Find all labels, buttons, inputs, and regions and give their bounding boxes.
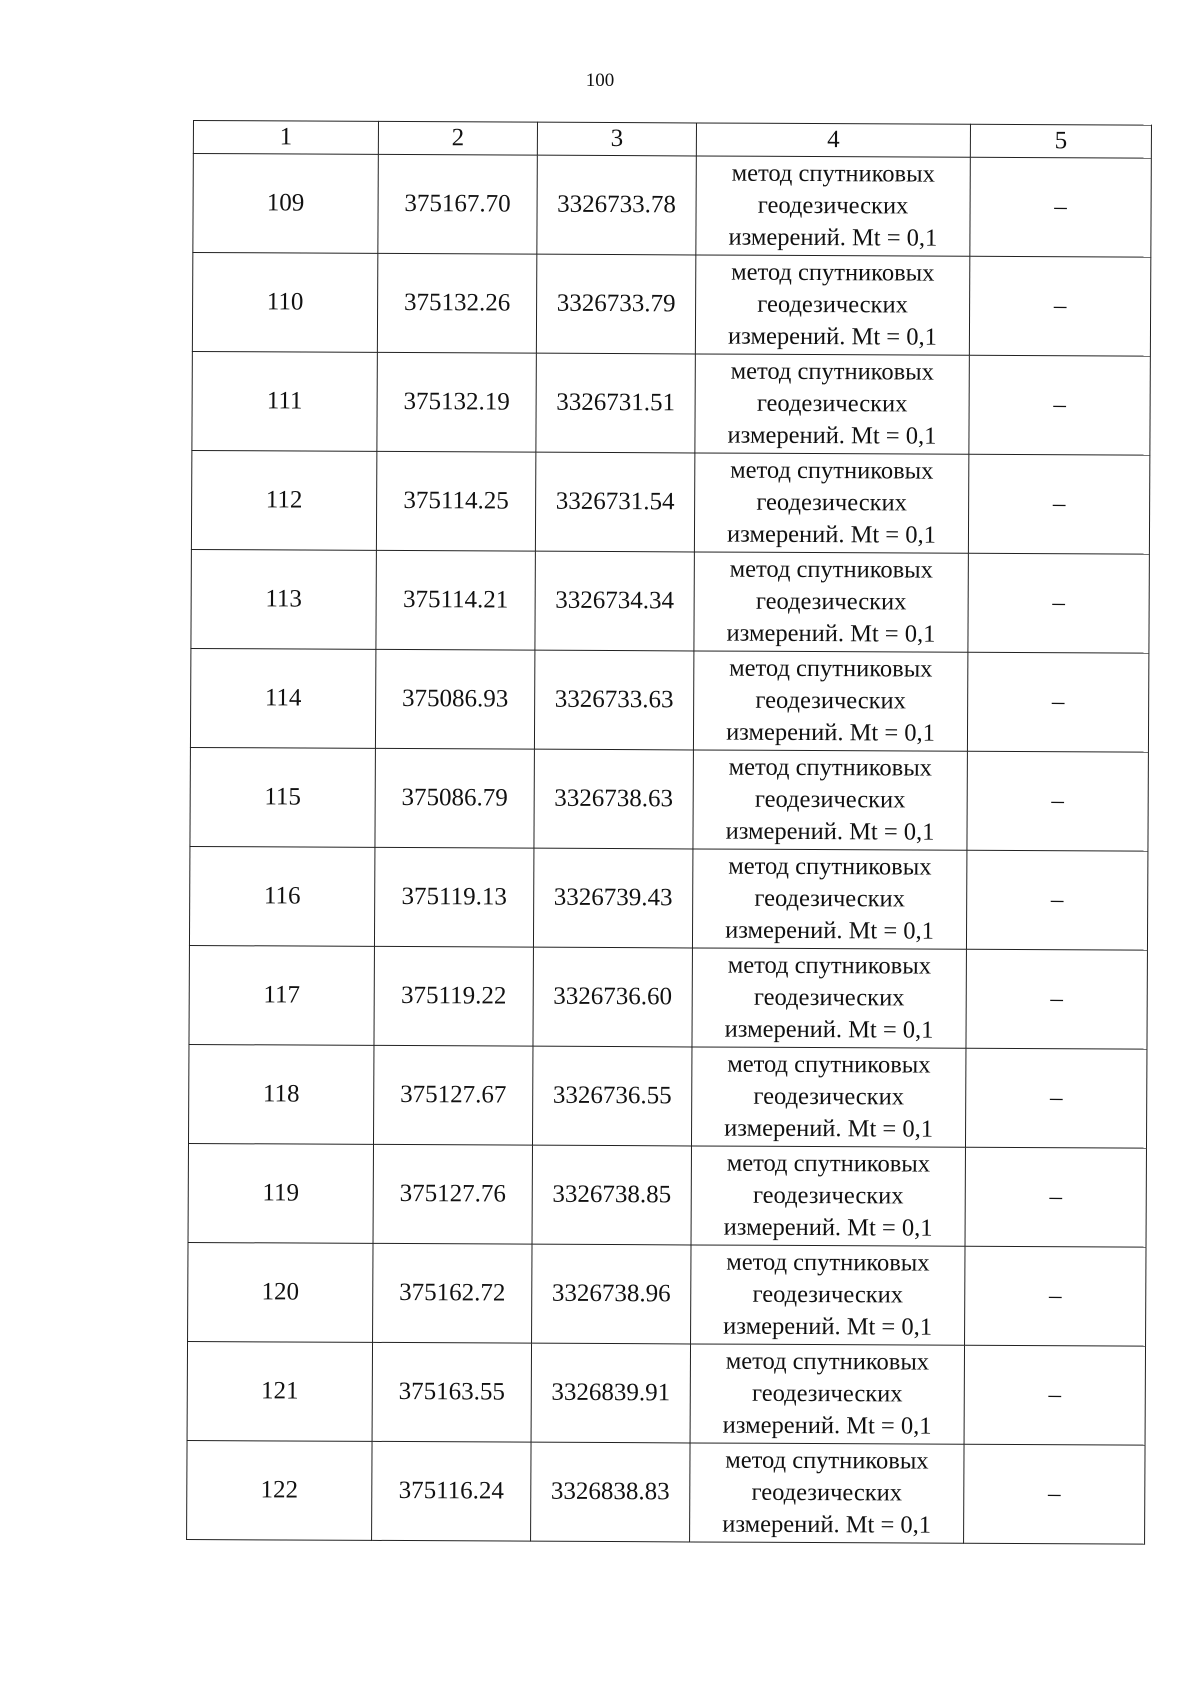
y-coordinate-cell: 3326733.79	[536, 254, 695, 354]
method-text-line: геодезических	[751, 1379, 903, 1408]
y-coordinate-cell: 3326738.63	[534, 749, 693, 849]
method-cell	[691, 1047, 965, 1147]
x-coordinate-cell: 375162.72	[373, 1243, 532, 1343]
method-text-line: метод спутниковых	[731, 258, 935, 287]
method-text-line: геодезических	[751, 1478, 903, 1507]
point-number-cell: 116	[189, 846, 374, 946]
x-coordinate-cell: 375119.22	[374, 946, 533, 1046]
note-cell: –	[965, 1246, 1146, 1346]
method-text-line: геодезических	[756, 389, 908, 418]
method-cell	[695, 255, 969, 355]
method-text-line: метод спутниковых	[725, 1446, 929, 1475]
point-number-cell: 119	[188, 1143, 373, 1243]
method-text-line: измерений. Mt = 0,1	[722, 1510, 932, 1539]
table-row	[188, 1044, 1146, 1148]
table-body	[187, 154, 1152, 1545]
column-header-3: 3	[537, 122, 696, 156]
method-text-line: геодезических	[755, 587, 907, 616]
header-row	[193, 121, 1151, 159]
method-text-line: геодезических	[757, 191, 909, 220]
note-cell: –	[969, 256, 1150, 356]
note-cell: –	[969, 355, 1150, 455]
y-coordinate-cell: 3326738.85	[532, 1145, 691, 1245]
note-cell: –	[964, 1345, 1145, 1445]
x-coordinate-cell: 375163.55	[372, 1342, 531, 1442]
method-cell	[694, 453, 968, 553]
note-cell: –	[968, 454, 1149, 554]
method-cell	[691, 1245, 965, 1345]
method-text-line: геодезических	[752, 1280, 904, 1309]
note-cell: –	[970, 157, 1151, 257]
table-header	[193, 121, 1151, 159]
note-cell: –	[966, 949, 1147, 1049]
point-number-cell: 118	[188, 1044, 373, 1144]
method-cell	[695, 354, 969, 454]
method-text-line: геодезических	[754, 884, 906, 913]
y-coordinate-cell: 3326733.78	[537, 155, 696, 255]
method-text-line: измерений. Mt = 0,1	[723, 1312, 933, 1341]
point-number-cell: 120	[188, 1242, 373, 1342]
y-coordinate-cell: 3326739.43	[533, 848, 692, 948]
note-cell: –	[968, 553, 1149, 653]
y-coordinate-cell: 3326736.60	[533, 947, 692, 1047]
y-coordinate-cell: 3326839.91	[531, 1343, 690, 1443]
x-coordinate-cell: 375127.76	[373, 1144, 532, 1244]
method-text-line: метод спутниковых	[729, 654, 933, 683]
table-row	[189, 846, 1147, 950]
method-text-line: метод спутниковых	[725, 1347, 930, 1376]
method-text-line: геодезических	[756, 488, 907, 517]
method-cell	[692, 948, 966, 1048]
method-text-line: метод спутниковых	[731, 159, 935, 188]
y-coordinate-cell: 3326736.55	[532, 1046, 691, 1146]
x-coordinate-cell: 375132.19	[377, 352, 536, 452]
y-coordinate-cell: 3326731.54	[535, 452, 694, 552]
x-coordinate-cell: 375127.67	[373, 1045, 532, 1145]
point-number-cell: 112	[191, 450, 376, 550]
method-cell	[691, 1146, 965, 1246]
method-text-line: измерений. Mt = 0,1	[726, 718, 935, 747]
note-cell: –	[967, 751, 1148, 851]
x-coordinate-cell: 375116.24	[372, 1441, 531, 1541]
x-coordinate-cell: 375114.21	[376, 550, 535, 650]
y-coordinate-cell: 3326838.83	[531, 1442, 690, 1542]
table-row	[192, 351, 1150, 455]
table-row	[193, 154, 1151, 258]
method-cell	[690, 1443, 964, 1543]
y-coordinate-cell: 3326731.51	[536, 353, 695, 453]
method-text-line: измерений. Mt = 0,1	[724, 1114, 934, 1143]
column-header-4: 4	[696, 123, 970, 157]
table-row	[188, 1143, 1146, 1247]
method-text-line: геодезических	[757, 290, 908, 319]
method-text-line: измерений. Mt = 0,1	[728, 223, 938, 252]
method-text-line: геодезических	[754, 785, 906, 814]
point-number-cell: 115	[190, 747, 375, 847]
method-cell	[690, 1344, 964, 1444]
note-cell: –	[967, 652, 1148, 752]
method-text-line: измерений. Mt = 0,1	[726, 619, 936, 648]
method-text-line: геодезических	[752, 1181, 904, 1210]
note-cell: –	[965, 1147, 1146, 1247]
x-coordinate-cell: 375086.93	[375, 649, 534, 749]
y-coordinate-cell: 3326734.34	[535, 551, 694, 651]
method-text-line: метод спутниковых	[730, 357, 934, 386]
method-text-line: метод спутниковых	[728, 852, 932, 881]
method-text-line: измерений. Mt = 0,1	[723, 1213, 933, 1242]
method-text-line: измерений. Mt = 0,1	[727, 421, 937, 450]
method-text-line: метод спутниковых	[727, 951, 932, 980]
method-text-line: метод спутниковых	[727, 1050, 931, 1079]
method-cell	[696, 156, 970, 256]
method-cell	[693, 651, 967, 751]
table-row	[191, 549, 1149, 653]
method-cell	[693, 750, 967, 850]
method-text-line: измерений. Mt = 0,1	[722, 1411, 932, 1440]
method-text-line: метод спутниковых	[726, 1248, 930, 1277]
table-row	[189, 945, 1147, 1049]
method-text-line: метод спутниковых	[730, 456, 934, 485]
point-number-cell: 114	[190, 648, 375, 748]
table-row	[187, 1341, 1145, 1445]
note-cell: –	[964, 1444, 1145, 1544]
column-header-5: 5	[970, 124, 1151, 158]
method-text-line: геодезических	[755, 686, 907, 715]
x-coordinate-cell: 375167.70	[378, 154, 537, 254]
table-row	[190, 648, 1148, 752]
column-header-1: 1	[193, 121, 378, 155]
table-row	[192, 253, 1150, 357]
method-text-line: измерений. Mt = 0,1	[724, 1015, 934, 1044]
x-coordinate-cell: 375086.79	[375, 748, 534, 848]
x-coordinate-cell: 375132.26	[377, 253, 536, 353]
note-cell: –	[966, 850, 1147, 950]
coordinates-table	[186, 120, 1152, 1545]
method-text-line: геодезических	[753, 983, 905, 1012]
method-text-line: метод спутниковых	[726, 1149, 931, 1178]
y-coordinate-cell: 3326733.63	[534, 650, 693, 750]
page-number: 100	[585, 70, 615, 91]
coordinates-table-container	[186, 120, 1151, 1545]
table-row	[191, 450, 1149, 554]
method-text-line: измерений. Mt = 0,1	[725, 817, 935, 846]
y-coordinate-cell: 3326738.96	[532, 1244, 691, 1344]
method-text-line: метод спутниковых	[729, 555, 934, 584]
method-text-line: измерений. Mt = 0,1	[727, 520, 936, 549]
note-cell: –	[965, 1048, 1146, 1148]
method-text-line: измерений. Mt = 0,1	[727, 322, 937, 351]
point-number-cell: 111	[192, 351, 377, 451]
method-text-line: геодезических	[753, 1082, 905, 1111]
table-row	[188, 1242, 1146, 1346]
point-number-cell: 122	[187, 1440, 372, 1540]
point-number-cell: 109	[193, 154, 378, 254]
method-text-line: измерений. Mt = 0,1	[725, 916, 935, 945]
method-text-line: метод спутниковых	[728, 753, 933, 782]
point-number-cell: 117	[189, 945, 374, 1045]
point-number-cell: 121	[187, 1341, 372, 1441]
point-number-cell: 113	[191, 549, 376, 649]
method-cell	[694, 552, 968, 652]
point-number-cell: 110	[192, 253, 377, 353]
table-row	[187, 1440, 1145, 1544]
x-coordinate-cell: 375119.13	[374, 847, 533, 947]
method-cell	[692, 849, 966, 949]
table-row	[190, 747, 1148, 851]
x-coordinate-cell: 375114.25	[376, 451, 535, 551]
column-header-2: 2	[378, 121, 537, 155]
